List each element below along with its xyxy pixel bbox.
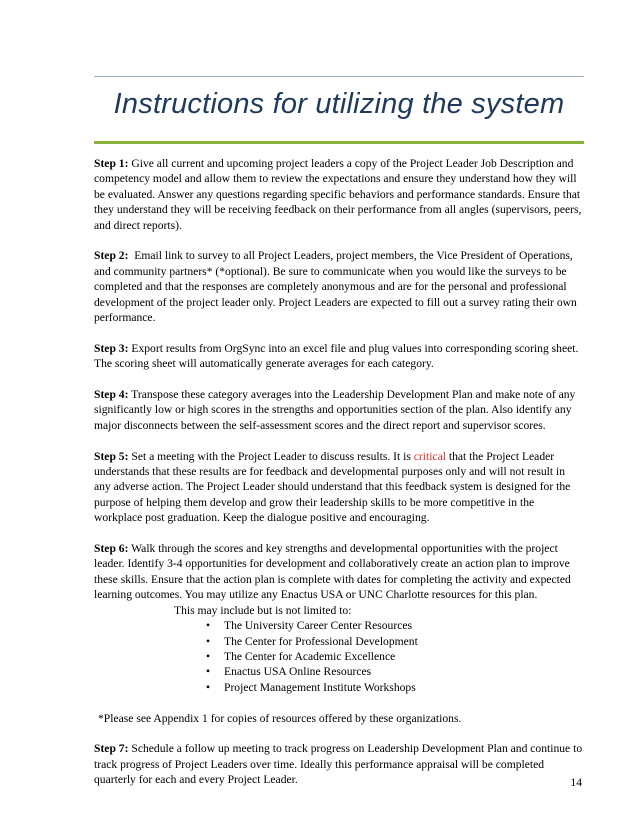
step-label: Step 4: xyxy=(94,388,129,402)
step-2 xyxy=(94,248,584,325)
step-text: Export results from OrgSync into an excel file and plug values into corresponding scoring sheet. The scoring sheet will automatically generate averages for each category. xyxy=(94,341,579,371)
step-label: Step 1: xyxy=(94,157,129,170)
top-divider xyxy=(94,76,584,77)
step-label: Step 2: xyxy=(94,249,129,263)
step-text: Give all current and upcoming project leaders a copy of the Project Leader Job Description and competency model and allow them to review the expectations and ensure they understand how they will be evaluated. Answer any questions regarding specific behaviors and performance standards. Ensure that they understand they will be receiving feedback on their performance from all angles (supervisors, peers, and direct reports). xyxy=(94,157,582,232)
step-text: Transpose these category averages into the Leadership Development Plan and make note of any significantly low or high scores in the strengths and opportunities section of the plan. Also identify any major disconnects between the self-assessment scores and the direct report and supervisor scores. xyxy=(94,388,576,432)
resources-list xyxy=(94,618,584,695)
page-number: 14 xyxy=(570,776,582,789)
resources-intro: This may include but is not limited to: xyxy=(174,603,352,617)
list-item: • The Center for Academic Excellence xyxy=(206,649,584,664)
appendix-note: *Please see Appendix 1 for copies of resources offered by these organizations. xyxy=(98,711,462,725)
page-title: Instructions for utilizing the system xyxy=(113,88,565,120)
critical-highlight: critical xyxy=(413,449,446,463)
list-item: • Enactus USA Online Resources xyxy=(206,664,584,679)
step-label: Step 3: xyxy=(94,341,129,355)
list-item: • Project Management Institute Workshops xyxy=(206,680,584,695)
step-3 xyxy=(94,341,584,372)
step-5 xyxy=(94,449,584,526)
step-label: Step 5: xyxy=(94,449,129,463)
step-4 xyxy=(94,387,584,433)
step-6 xyxy=(94,541,584,603)
step-text: Walk through the scores and key strengths and developmental opportunities with the project leader. Identify 3-4 opportunities for development and collaboratively create an action plan to improve these skills. Ensure that the action plan is complete with dates for completing the activity and expected learning outcomes. You may utilize any Enactus USA or UNC Charlotte resources for this plan. xyxy=(94,542,571,602)
list-item: • The University Career Center Resources xyxy=(206,618,584,633)
step-text: Set a meeting with the Project Leader to discuss results. It is xyxy=(131,449,411,463)
step-1 xyxy=(94,156,584,233)
step-label: Step 7: xyxy=(94,742,129,756)
step-text: Schedule a follow up meeting to track progress on Leadership Development Plan and continue to track progress of Project Leaders over time. Ideally this performance appraisal will be completed quarterly for each and every Project Leader. xyxy=(94,742,583,787)
step-7 xyxy=(94,741,584,787)
step-text: Email link to survey to all Project Leaders, project members, the Vice President of Operations, and community partners* (*optional). Be sure to communicate when you would like the surveys to be completed and that the responses are completely anonymous and are for the personal and professional development of the project leader only. Project Leaders are expected to fill out a survey rating their own performance. xyxy=(94,249,577,325)
title-underline xyxy=(94,141,584,144)
step-text: that the Project Leader understands that these results are for feedback and developmental purposes only and will not result in any adverse action. The Project Leader should understand that this feedback system is designed for the purpose of helping them develop and grow their leadership skills to be more competitive in the workplace post graduation. Keep the dialogue positive and encouraging. xyxy=(94,449,571,525)
step-label: Step 6: xyxy=(94,542,129,556)
instructions-body xyxy=(94,156,584,803)
list-item: • The Center for Professional Development xyxy=(206,634,584,649)
